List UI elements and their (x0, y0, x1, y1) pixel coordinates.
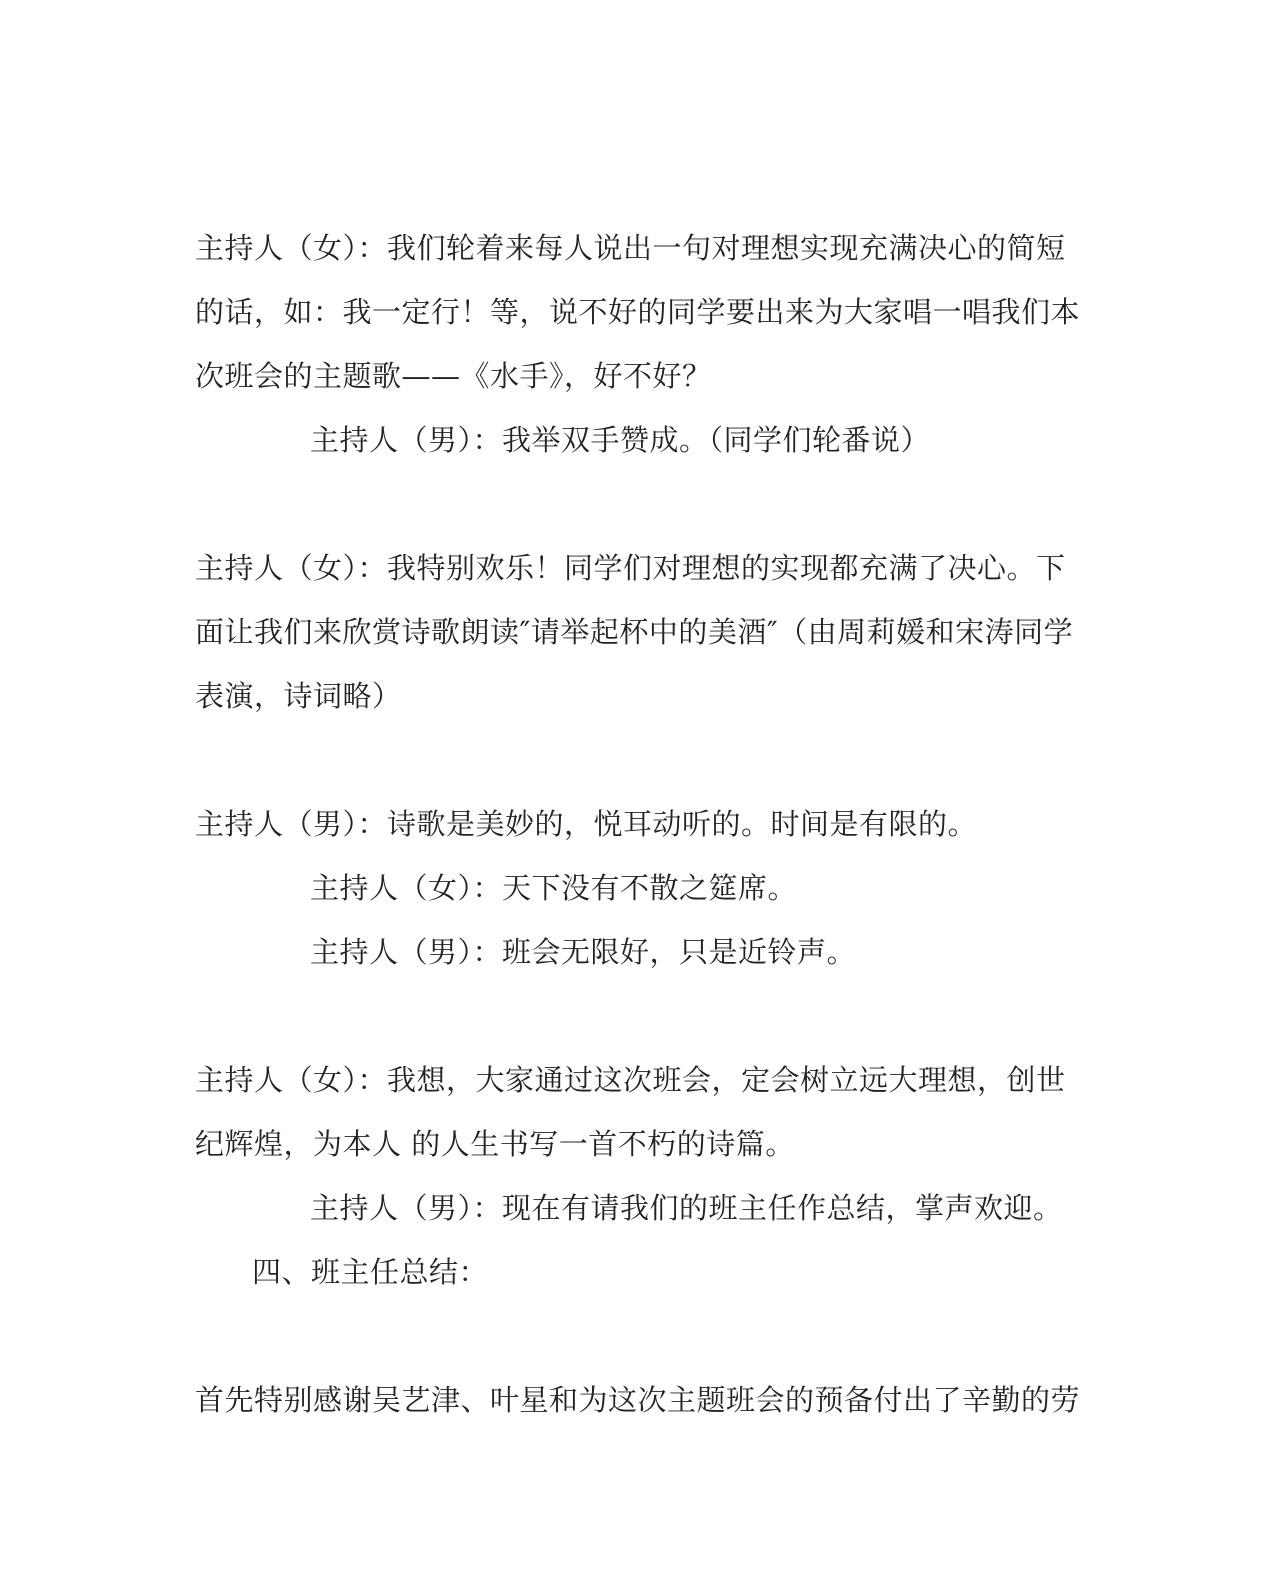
paragraph-line: 主持人（女）：我想，大家通过这次班会，定会树立远大理想，创世 (195, 1063, 1066, 1097)
section-heading: 四、班主任总结： (252, 1255, 489, 1289)
paragraph-line: 表演，诗词略） (195, 679, 402, 713)
paragraph-line: 主持人（男）：诗歌是美妙的，悦耳动听的。时间是有限的。 (195, 807, 978, 841)
paragraph-line: 主持人（女）：天下没有不散之筵席。 (310, 871, 798, 905)
paragraph-line: 主持人（女）：我们轮着来每人说出一句对理想实现充满决心的简短 (195, 231, 1066, 265)
paragraph-line: 主持人（女）：我特别欢乐！同学们对理想的实现都充满了决心。下 (195, 551, 1066, 585)
paragraph-line: 主持人（男）：现在有请我们的班主任作总结，掌声欢迎。 (310, 1191, 1063, 1225)
paragraph-line: 主持人（男）：我举双手赞成。（同学们轮番说） (310, 423, 931, 457)
paragraph-line: 面让我们来欣赏诗歌朗读″请举起杯中的美酒″（由周莉媛和宋涛同学 (195, 615, 1074, 649)
paragraph-line: 首先特别感谢吴艺津、叶星和为这次主题班会的预备付出了辛勤的劳 (195, 1383, 1081, 1417)
paragraph-line: 的话，如：我一定行！等，说不好的同学要出来为大家唱一唱我们本 (195, 295, 1081, 329)
paragraph-line: 次班会的主题歌——《水手》，好不好？ (195, 359, 712, 393)
paragraph-line: 纪辉煌，为本人 的人生书写一首不朽的诗篇。 (195, 1127, 795, 1161)
paragraph-line: 主持人（男）：班会无限好，只是近铃声。 (310, 935, 857, 969)
